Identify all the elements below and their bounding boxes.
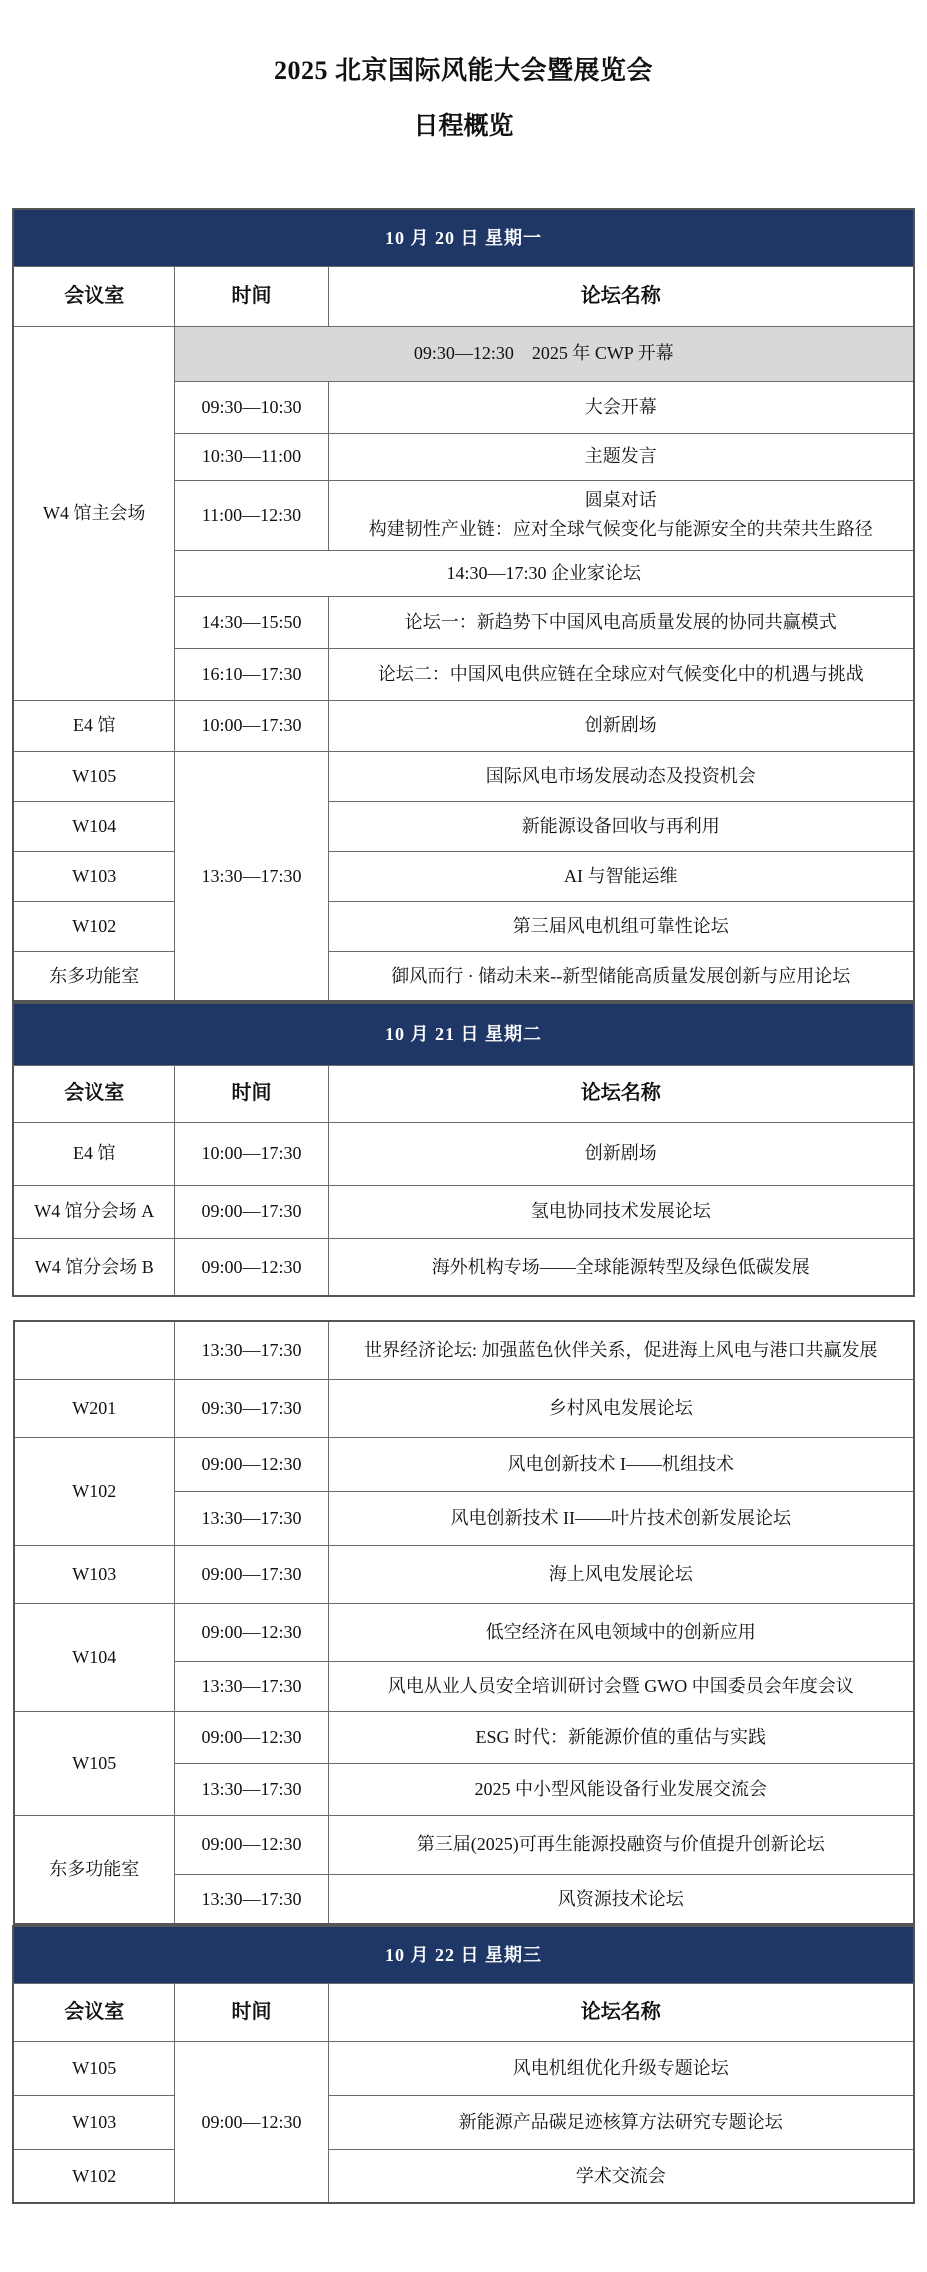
day3-table xyxy=(12,1925,914,2204)
time-cell: 13:30—17:30 xyxy=(175,1321,329,1379)
table-row xyxy=(13,2149,913,2203)
room-cell-w4-main: W4 馆主会场 xyxy=(13,326,174,700)
room-cell: W4 馆分会场 A xyxy=(13,1185,174,1238)
table-row xyxy=(14,1321,914,1379)
column-header-row xyxy=(13,1983,913,2041)
table-row xyxy=(13,326,913,381)
column-header-forum: 论坛名称 xyxy=(328,1983,913,2041)
time-cell-shared: 09:00—12:30 xyxy=(174,2041,328,2203)
forum-cell: 第三届(2025)可再生能源投融资与价值提升创新论坛 xyxy=(329,1815,914,1874)
room-cell: W103 xyxy=(13,851,174,901)
column-header-time: 时间 xyxy=(174,1065,328,1122)
forum-title: 圆桌对话 xyxy=(584,490,657,511)
forum-cell: AI 与智能运维 xyxy=(328,851,913,901)
time-cell: 09:00—12:30 xyxy=(175,1815,329,1874)
room-cell: E4 馆 xyxy=(13,1122,174,1185)
time-cell: 09:00—17:30 xyxy=(174,1185,328,1238)
forum-cell: ESG 时代：新能源价值的重估与实践 xyxy=(329,1711,914,1763)
room-cell: W105 xyxy=(14,1711,175,1815)
room-cell: W201 xyxy=(14,1379,175,1437)
time-cell: 09:00—12:30 xyxy=(175,1603,329,1661)
column-header-room: 会议室 xyxy=(13,1983,174,2041)
forum-subtitle: 构建韧性产业链：应对全球气候变化与能源安全的共荣共生路径 xyxy=(368,519,873,539)
time-cell: 14:30—15:50 xyxy=(174,596,328,648)
table-row xyxy=(13,801,913,851)
forum-cell: 风电创新技术 II——叶片技术创新发展论坛 xyxy=(329,1491,914,1545)
day1-table xyxy=(12,208,914,1002)
page-subtitle: 日程概览 xyxy=(413,113,514,140)
room-cell: W102 xyxy=(13,901,174,951)
forum-cell xyxy=(328,480,913,550)
room-cell: W103 xyxy=(13,2095,174,2149)
time-cell: 10:00—17:30 xyxy=(174,1122,328,1185)
table-row xyxy=(13,1185,913,1238)
time-cell: 09:30—17:30 xyxy=(175,1379,329,1437)
forum-cell: 大会开幕 xyxy=(328,381,913,433)
forum-cell: 创新剧场 xyxy=(328,700,913,751)
forum-cell: 论坛二：中国风电供应链在全球应对气候变化中的机遇与挑战 xyxy=(328,648,913,700)
table-row xyxy=(13,751,913,801)
table-row xyxy=(14,1379,914,1437)
table-row xyxy=(13,2041,913,2095)
column-header-row xyxy=(13,1065,913,1122)
room-cell: W105 xyxy=(13,751,174,801)
forum-cell: 风电机组优化升级专题论坛 xyxy=(328,2041,913,2095)
table-row xyxy=(14,1815,914,1874)
time-cell: 10:30—11:00 xyxy=(174,433,328,480)
column-header-row xyxy=(13,266,913,326)
forum-cell: 海上风电发展论坛 xyxy=(329,1545,914,1603)
forum-cell: 低空经济在风电领域中的创新应用 xyxy=(329,1603,914,1661)
forum-cell: 风资源技术论坛 xyxy=(329,1874,914,1924)
table-gap xyxy=(0,1297,927,1320)
room-cell: W102 xyxy=(14,1437,175,1545)
room-cell: E4 馆 xyxy=(13,700,174,751)
time-cell: 13:30—17:30 xyxy=(175,1661,329,1711)
forum-cell: 氢电协同技术发展论坛 xyxy=(328,1185,913,1238)
time-cell: 10:00—17:30 xyxy=(174,700,328,751)
room-cell: W104 xyxy=(14,1603,175,1711)
table-row xyxy=(13,951,913,1001)
table-row xyxy=(13,901,913,951)
forum-cell: 新能源设备回收与再利用 xyxy=(328,801,913,851)
time-cell-shared: 13:30—17:30 xyxy=(174,751,328,1001)
day-header-oct22: 10 月 22 日 星期三 xyxy=(13,1926,913,1983)
day-header-row xyxy=(13,1926,913,1983)
column-header-time: 时间 xyxy=(174,266,328,326)
forum-cell: 创新剧场 xyxy=(328,1122,913,1185)
room-cell: W103 xyxy=(14,1545,175,1603)
table-row xyxy=(14,1545,914,1603)
time-cell: 09:00—17:30 xyxy=(175,1545,329,1603)
room-cell: W102 xyxy=(13,2149,174,2203)
table-row xyxy=(13,1238,913,1296)
column-header-forum: 论坛名称 xyxy=(328,1065,913,1122)
forum-cell: 风电从业人员安全培训研讨会暨 GWO 中国委员会年度会议 xyxy=(329,1661,914,1711)
day-header-oct20: 10 月 20 日 星期一 xyxy=(13,209,913,266)
afternoon-banner-cell: 14:30—17:30 企业家论坛 xyxy=(174,550,913,596)
day2-continued-table xyxy=(13,1320,915,1925)
forum-cell: 风电创新技术 I——机组技术 xyxy=(329,1437,914,1491)
table-row xyxy=(13,2095,913,2149)
table-row xyxy=(14,1603,914,1661)
table-row xyxy=(14,1437,914,1491)
column-header-forum: 论坛名称 xyxy=(328,266,913,326)
forum-cell: 学术交流会 xyxy=(328,2149,913,2203)
room-cell: W105 xyxy=(13,2041,174,2095)
table-row xyxy=(13,700,913,751)
day-header-oct21: 10 月 21 日 星期二 xyxy=(13,1003,913,1065)
forum-cell: 2025 中小型风能设备行业发展交流会 xyxy=(329,1763,914,1815)
forum-cell: 国际风电市场发展动态及投资机会 xyxy=(328,751,913,801)
time-cell: 09:00—12:30 xyxy=(175,1437,329,1491)
table-row xyxy=(13,851,913,901)
forum-cell: 论坛一：新趋势下中国风电高质量发展的协同共赢模式 xyxy=(328,596,913,648)
forum-cell: 海外机构专场——全球能源转型及绿色低碳发展 xyxy=(328,1238,913,1296)
time-cell: 16:10—17:30 xyxy=(174,648,328,700)
forum-cell: 御风而行 · 储动未来--新型储能高质量发展创新与应用论坛 xyxy=(328,951,913,1001)
time-cell: 09:00—12:30 xyxy=(174,1238,328,1296)
time-cell: 09:00—12:30 xyxy=(175,1711,329,1763)
forum-cell: 乡村风电发展论坛 xyxy=(329,1379,914,1437)
forum-cell: 主题发言 xyxy=(328,433,913,480)
table-row xyxy=(13,1122,913,1185)
time-cell: 13:30—17:30 xyxy=(175,1491,329,1545)
forum-cell: 第三届风电机组可靠性论坛 xyxy=(328,901,913,951)
day-header-row xyxy=(13,1003,913,1065)
room-cell: 东多功能室 xyxy=(13,951,174,1001)
room-cell-empty xyxy=(14,1321,175,1379)
room-cell: 东多功能室 xyxy=(14,1815,175,1924)
time-cell: 13:30—17:30 xyxy=(175,1763,329,1815)
column-header-time: 时间 xyxy=(174,1983,328,2041)
time-cell: 11:00—12:30 xyxy=(174,480,328,550)
table-row xyxy=(14,1711,914,1763)
room-cell: W104 xyxy=(13,801,174,851)
opening-banner-cell: 09:30—12:30 2025 年 CWP 开幕 xyxy=(174,326,913,381)
day-header-row xyxy=(13,209,913,266)
page-title: 2025 北京国际风能大会暨展览会 xyxy=(273,56,653,85)
forum-cell: 世界经济论坛: 加强蓝色伙伴关系，促进海上风电与港口共赢发展 xyxy=(329,1321,914,1379)
column-header-room: 会议室 xyxy=(13,266,174,326)
time-cell: 09:30—10:30 xyxy=(174,381,328,433)
room-cell: W4 馆分会场 B xyxy=(13,1238,174,1296)
forum-cell: 新能源产品碳足迹核算方法研究专题论坛 xyxy=(328,2095,913,2149)
day2-table xyxy=(12,1002,914,1297)
column-header-room: 会议室 xyxy=(13,1065,174,1122)
time-cell: 13:30—17:30 xyxy=(175,1874,329,1924)
